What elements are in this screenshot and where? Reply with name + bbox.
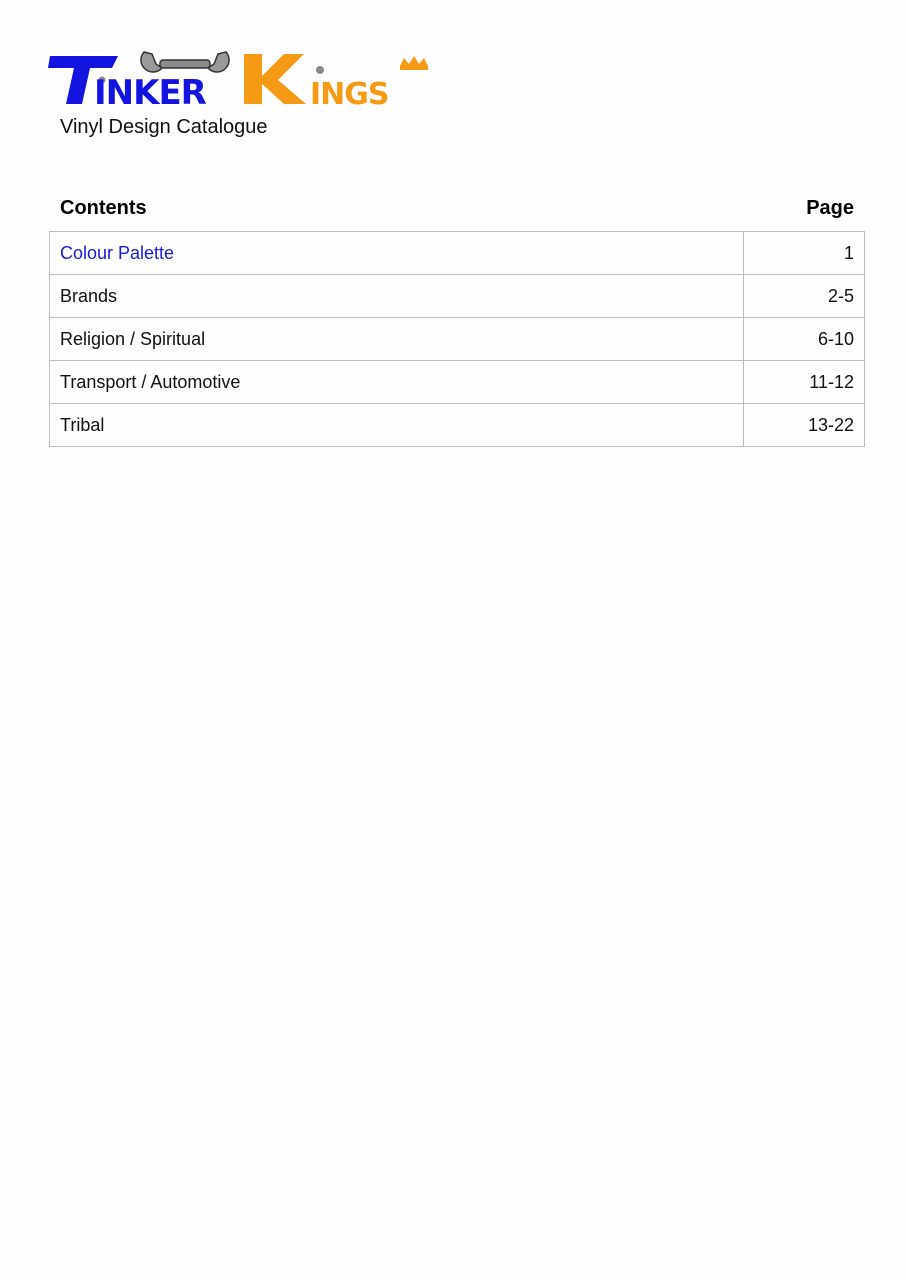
toc-item-religion-spiritual: Religion / Spiritual (50, 318, 744, 361)
crown-icon (400, 56, 428, 70)
logo-graphic (48, 46, 434, 112)
page-heading: Page (806, 197, 854, 219)
table-row (50, 404, 865, 447)
svg-text:INKER: INKER (94, 73, 206, 112)
toc-page-number: 13-22 (744, 404, 865, 447)
contents-heading: Contents (60, 197, 147, 219)
table-row (50, 318, 865, 361)
table-row[interactable] (50, 232, 865, 275)
document-subtitle: Vinyl Design Catalogue (60, 116, 268, 138)
table-row (50, 275, 865, 318)
toc-item-brands: Brands (50, 275, 744, 318)
toc-page-number: 1 (744, 232, 865, 275)
toc-page-number: 11-12 (744, 361, 865, 404)
table-row (50, 361, 865, 404)
svg-text:INGS: INGS (310, 77, 389, 112)
toc-item-colour-palette[interactable]: Colour Palette (50, 232, 744, 275)
toc-page-number: 6-10 (744, 318, 865, 361)
toc-item-tribal: Tribal (50, 404, 744, 447)
contents-table (49, 231, 865, 447)
wrench-icon (141, 52, 229, 72)
tinker-kings-logo (48, 46, 434, 112)
toc-page-number: 2-5 (744, 275, 865, 318)
toc-item-transport-automotive: Transport / Automotive (50, 361, 744, 404)
